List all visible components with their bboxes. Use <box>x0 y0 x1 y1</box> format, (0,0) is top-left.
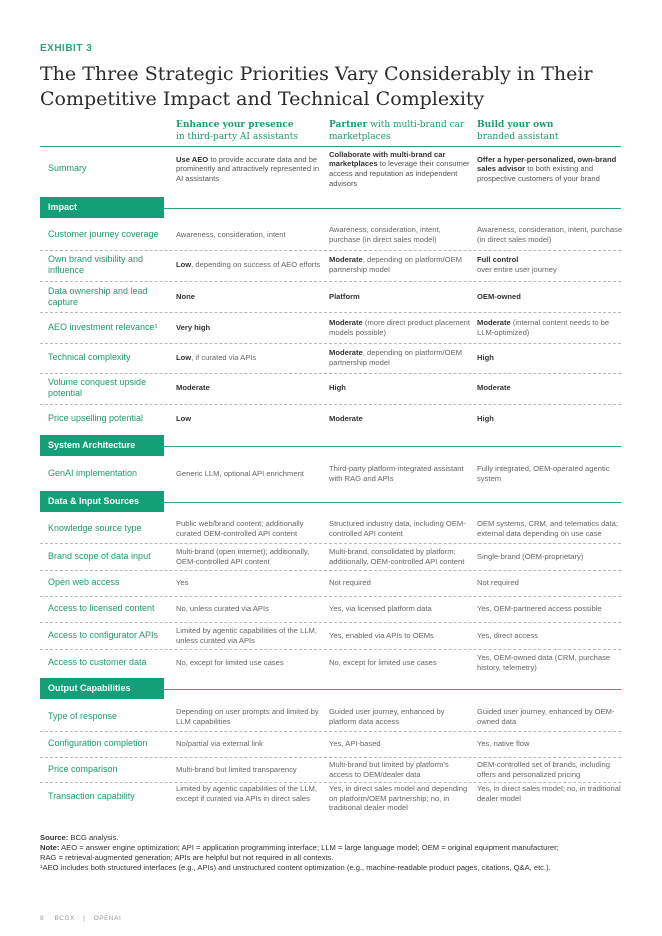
table-cell: Yes <box>176 578 189 588</box>
footer-partner: OPENAI <box>93 915 122 922</box>
row-label: Access to customer data <box>48 656 147 667</box>
table-cell: None <box>176 292 195 302</box>
column-header-partner: Partner with multi-brand car marketplaces <box>329 120 465 142</box>
table-cell: Public web/brand content; additionally curated OEM-controlled API content <box>176 519 304 538</box>
table-cell: Yes, API-based <box>329 739 381 749</box>
table-cell: Multi-brand but limited by platform's access to OEM/dealer data <box>329 759 449 779</box>
summary-cell-enhance: Use AEO to provide accurate data and be prominently and attractively represented in AI assistants <box>176 154 320 183</box>
table-cell: Multi-brand, consolidated by platform; additionally, OEM-controlled API content <box>329 546 465 566</box>
section-divider <box>164 446 621 447</box>
table-cell: Fully integrated, OEM-operated agentic system <box>477 464 610 483</box>
abbreviation-note: Note: AEO = answer engine optimization; API = application programming interface; LLM = large language model; OEM = original equipment manufacturer; <box>40 842 559 852</box>
section-header-data: Data & Input Sources <box>40 491 164 512</box>
table-cell: Yes, native flow <box>477 739 530 749</box>
table-cell: Not required <box>329 578 371 588</box>
section-divider <box>164 502 621 503</box>
row-label: Own brand visibility and influence <box>48 253 144 275</box>
row-label: Knowledge source type <box>48 523 142 534</box>
table-cell: Yes, enabled via APIs to OEMs <box>329 630 434 640</box>
table-cell: Full control over entire user journey <box>477 255 557 274</box>
table-cell: High <box>477 414 494 424</box>
footer-separator: | <box>83 915 86 922</box>
table-cell: Limited by agentic capabilities of the LLM, except if curated via APIs in direct sales <box>176 784 317 803</box>
table-cell: Moderate (internal content needs to be LLM-optimized) <box>477 318 610 337</box>
exhibit-label: EXHIBIT 3 <box>40 43 93 54</box>
table-cell: Multi-brand but limited transparency <box>176 764 297 774</box>
table-cell: Yes, OEM-partnered access possible <box>477 604 602 614</box>
footnotes <box>40 833 630 873</box>
table-cell: Guided user journey, enhanced by OEM-owned data <box>477 707 615 726</box>
table-cell: Low, if curated via APIs <box>176 353 257 363</box>
row-label: Open web access <box>48 577 120 588</box>
row-label: Volume conquest upside potential <box>48 376 147 398</box>
table-cell: Yes, via licensed platform data <box>329 604 432 614</box>
row-label: Access to licensed content <box>48 603 155 614</box>
table-cell: Moderate <box>176 383 210 393</box>
table-cell: Yes, in direct sales model and depending on platform/OEM partnership; no, in traditional dealer model <box>329 784 468 813</box>
table-cell: Platform <box>329 292 360 302</box>
row-label: Price comparison <box>48 763 118 774</box>
table-cell: High <box>477 353 494 363</box>
table-cell: Third-party platform-integrated assistant with RAG and APIs <box>329 464 464 483</box>
row-divider <box>40 312 621 313</box>
table-cell: Low <box>176 414 192 424</box>
row-label: AEO investment relevance¹ <box>48 322 158 333</box>
table-cell: Single-brand (OEM-proprietary) <box>477 551 584 561</box>
table-cell: Multi-brand (open internet); additionally, OEM-controlled API content <box>176 546 310 566</box>
row-label: Customer journey coverage <box>48 229 159 240</box>
table-cell: OEM-controlled set of brands, including offers and personalized pricing <box>477 759 610 779</box>
table-cell: Yes, OEM-owned data (CRM, purchase history, telemetry) <box>477 652 611 672</box>
row-label: Access to configurator APIs <box>48 629 159 640</box>
table-cell: Yes, in direct sales model; no, in traditional dealer model <box>477 784 621 803</box>
table-cell: High <box>329 383 346 393</box>
table-cell: No, unless curated via APIs <box>176 604 269 614</box>
table-cell: Moderate, depending on platform/OEM partnership model <box>329 255 462 274</box>
row-label: Transaction capability <box>48 791 135 802</box>
section-header-impact: Impact <box>40 197 164 218</box>
page-title: The Three Strategic Priorities Vary Considerably in Their Competitive Impact and Technical Complexity <box>40 63 593 110</box>
footer-org: BCGX <box>54 915 75 922</box>
source-note: Source: BCG analysis. <box>40 833 119 842</box>
row-label: Summary <box>48 163 87 174</box>
abbreviation-note-cont: RAG = retrieval-augmented generation; APIs are helpful but not required in all contexts. <box>40 852 334 862</box>
table-cell: Structured industry data, including OEM-controlled API content <box>329 519 466 538</box>
section-header-output: Output Capabilities <box>40 678 164 699</box>
row-label: Technical complexity <box>48 352 131 363</box>
summary-cell-partner: Collaborate with multi-brand car marketplaces to leverage their consumer access and reputation as independent advisors <box>329 149 470 188</box>
table-cell: OEM-owned <box>477 292 521 302</box>
row-divider <box>40 281 621 282</box>
column-header-enhance: Enhance your presence in third-party AI assistants <box>176 120 298 142</box>
table-cell: Low, depending on success of AEO efforts <box>176 260 321 270</box>
table-cell: Yes, direct access <box>477 630 538 640</box>
table-cell: Moderate, depending on platform/OEM partnership model <box>329 348 462 367</box>
footnote: ¹AEO includes both structured interfaces (e.g., APIs) and unstructured content optimization (e.g., machine-readable product pages, citations, Q&A, etc.). <box>40 862 551 872</box>
page-footer <box>40 915 121 922</box>
section-divider <box>164 689 621 690</box>
row-label: GenAI implementation <box>48 468 138 479</box>
row-label: Data ownership and lead capture <box>48 285 148 307</box>
header-divider <box>40 146 621 147</box>
table-cell: Moderate (more direct product placement models possible) <box>329 318 470 337</box>
column-header-build: Build your own branded assistant <box>477 120 559 142</box>
table-cell: OEM systems, CRM, and telematics data; external data depending on use case <box>477 519 618 538</box>
table-cell: Depending on user prompts and limited by LLM capabilities <box>176 707 319 726</box>
table-cell: Limited by agentic capabilities of the LLM, unless curated via APIs <box>176 625 317 645</box>
row-label: Configuration completion <box>48 738 148 749</box>
table-cell: No, except for limited use cases <box>329 657 437 667</box>
section-header-architecture: System Architecture <box>40 435 164 456</box>
table-cell: Generic LLM, optional API enrichment <box>176 469 304 479</box>
row-label: Type of response <box>48 711 118 722</box>
table-cell: Not required <box>477 578 519 588</box>
summary-cell-build: Offer a hyper-personalized, own-brand sales advisor to both existing and prospective customers of your brand <box>477 154 617 183</box>
table-cell: No, except for limited use cases <box>176 657 284 667</box>
table-cell: No/partial via external link <box>176 739 263 749</box>
page-number: 8 <box>40 915 45 922</box>
table-cell: Guided user journey, enhanced by platform data access <box>329 707 445 726</box>
row-label: Price upselling potential <box>48 413 144 424</box>
table-cell: Awareness, consideration, intent, purchase (in direct sales model) <box>329 225 441 244</box>
table-cell: Moderate <box>329 414 363 424</box>
table-cell: Very high <box>176 323 211 333</box>
table-cell: Awareness, consideration, intent, purchase (in direct sales model) <box>477 225 623 244</box>
row-label: Brand scope of data input <box>48 550 151 561</box>
table-cell: Moderate <box>477 383 511 393</box>
section-divider <box>164 208 621 209</box>
table-cell: Awareness, consideration, intent <box>176 230 286 240</box>
